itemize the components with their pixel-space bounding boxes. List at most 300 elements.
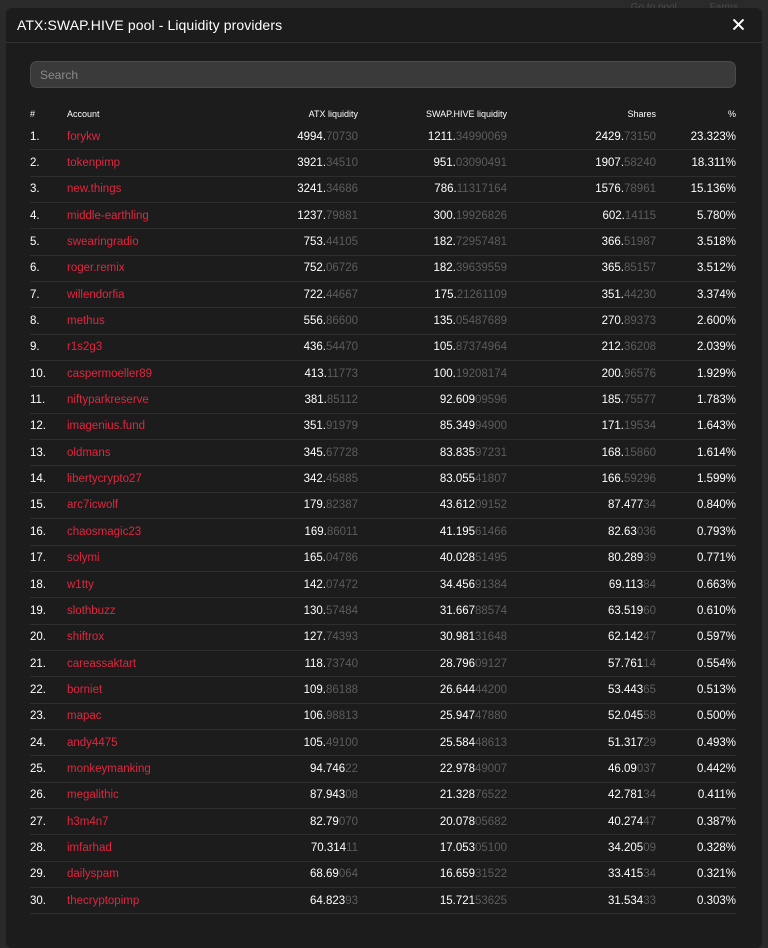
account-link[interactable]: roger.remix	[67, 262, 125, 275]
shares-dec: 09	[643, 841, 656, 854]
swap-liquidity-int: 20.078	[439, 815, 476, 828]
account-link[interactable]: mapac	[67, 710, 102, 723]
shares-cell	[510, 783, 656, 808]
swap-liquidity-dec: 09127	[475, 657, 507, 670]
atx-liquidity-int: 142.	[303, 578, 327, 591]
account-link[interactable]: thecryptopimp	[67, 894, 140, 907]
percent-cell	[658, 203, 736, 228]
swap-liquidity-cell	[360, 809, 507, 834]
atx-liquidity-dec: 45885	[326, 473, 358, 486]
table-row	[30, 519, 736, 545]
percent-cell	[658, 493, 736, 518]
percent-cell	[658, 651, 736, 676]
swap-liquidity-dec: 19208174	[455, 367, 507, 380]
percent-value: 0.793%	[696, 525, 736, 538]
shares-cell	[510, 598, 656, 623]
shares-int: 351.	[601, 288, 625, 301]
account-link[interactable]: swearingradio	[67, 236, 139, 249]
account-link[interactable]: dailyspam	[67, 868, 119, 881]
percent-value: 0.493%	[696, 736, 736, 749]
account-link[interactable]: chaosmagic23	[67, 525, 142, 538]
shares-dec: 34	[643, 868, 656, 881]
atx-liquidity-dec: 79881	[326, 209, 358, 222]
header-swap-liquidity: SWAP.HIVE liquidity	[425, 109, 507, 119]
percent-value: 0.321%	[696, 868, 736, 881]
shares-dec: 14	[643, 657, 656, 670]
swap-liquidity-cell	[360, 361, 507, 386]
table-row	[30, 888, 736, 914]
shares-cell	[510, 677, 656, 702]
table-row	[30, 704, 736, 730]
swap-liquidity-int: 182.	[433, 236, 456, 249]
atx-liquidity-int: 109.	[303, 683, 327, 696]
swap-liquidity-int: 83.055	[439, 473, 476, 486]
header-percent: %	[727, 109, 736, 119]
shares-cell	[510, 651, 656, 676]
shares-dec: 73150	[624, 130, 656, 143]
row-number: 10.	[30, 367, 46, 380]
table-row	[30, 229, 736, 255]
shares-dec: 51987	[624, 236, 656, 249]
atx-liquidity-cell	[210, 651, 358, 676]
row-number: 20.	[30, 631, 46, 644]
percent-value: 2.039%	[696, 341, 736, 354]
account-link[interactable]: w1tty	[67, 578, 94, 591]
shares-dec: 33	[643, 894, 656, 907]
row-number: 14.	[30, 473, 46, 486]
account-link[interactable]: arc7icwolf	[67, 499, 119, 512]
account-link[interactable]: oldmans	[67, 446, 111, 459]
percent-cell	[658, 387, 736, 412]
swap-liquidity-dec: 39639559	[455, 262, 507, 275]
swap-liquidity-dec: 41807	[475, 473, 507, 486]
table-row	[30, 572, 736, 598]
swap-liquidity-cell	[360, 546, 507, 571]
atx-liquidity-dec: 86188	[326, 683, 358, 696]
shares-int: 52.045	[608, 710, 644, 723]
swap-liquidity-int: 28.796	[439, 657, 476, 670]
atx-liquidity-cell	[210, 835, 358, 860]
atx-liquidity-dec: 34510	[326, 157, 358, 170]
account-link[interactable]: r1s2g3	[67, 341, 103, 354]
shares-cell	[510, 756, 656, 781]
percent-cell	[658, 150, 736, 175]
shares-dec: 037	[636, 762, 656, 775]
swap-liquidity-dec: 49007	[475, 762, 507, 775]
shares-cell	[510, 546, 656, 571]
atx-liquidity-dec: 04786	[326, 552, 358, 565]
percent-cell	[658, 598, 736, 623]
swap-liquidity-int: 34.456	[439, 578, 476, 591]
atx-liquidity-dec: 98813	[326, 710, 358, 723]
shares-cell	[510, 229, 656, 254]
swap-liquidity-cell	[360, 203, 507, 228]
table-row	[30, 862, 736, 888]
account-link[interactable]: imagenius.fund	[67, 420, 145, 433]
shares-cell	[510, 177, 656, 202]
account-link[interactable]: tokenpimp	[67, 157, 121, 170]
row-number: 30.	[30, 894, 46, 907]
percent-value: 0.610%	[696, 604, 736, 617]
shares-dec: 14115	[624, 209, 656, 222]
percent-value: 0.771%	[696, 552, 736, 565]
atx-liquidity-int: 381.	[304, 394, 327, 407]
shares-int: 31.534	[608, 894, 644, 907]
shares-dec: 78961	[624, 183, 656, 196]
shares-dec: 65	[643, 683, 656, 696]
shares-int: 602.	[602, 209, 625, 222]
row-number: 6.	[30, 262, 40, 275]
swap-liquidity-cell	[360, 519, 507, 544]
atx-liquidity-cell	[210, 466, 358, 491]
atx-liquidity-dec: 86600	[326, 315, 358, 328]
swap-liquidity-int: 175.	[434, 288, 457, 301]
atx-liquidity-dec: 91979	[326, 420, 358, 433]
shares-cell	[510, 124, 656, 149]
atx-liquidity-dec: 06726	[326, 262, 358, 275]
atx-liquidity-cell	[210, 677, 358, 702]
swap-liquidity-int: 1211.	[427, 130, 456, 143]
table-row	[30, 677, 736, 703]
account-link[interactable]: forykw	[67, 130, 101, 143]
swap-liquidity-int: 786.	[434, 183, 457, 196]
account-link[interactable]: new.things	[67, 183, 122, 196]
header-shares: Shares	[627, 109, 656, 119]
swap-liquidity-int: 951.	[433, 157, 456, 170]
search-input[interactable]	[30, 61, 736, 88]
atx-liquidity-dec: 74393	[326, 631, 358, 644]
atx-liquidity-cell	[210, 756, 358, 781]
shares-int: 82.63	[608, 525, 637, 538]
shares-dec: 85157	[624, 262, 656, 275]
percent-cell	[658, 809, 736, 834]
row-number: 25.	[30, 762, 46, 775]
atx-liquidity-cell	[210, 177, 358, 202]
atx-liquidity-int: 752.	[303, 262, 327, 275]
shares-int: 185.	[601, 394, 625, 407]
atx-liquidity-dec: 54470	[326, 341, 358, 354]
swap-liquidity-cell	[360, 651, 507, 676]
shares-cell	[510, 625, 656, 650]
shares-int: 87.477	[608, 499, 644, 512]
percent-cell	[658, 466, 736, 491]
percent-cell	[658, 704, 736, 729]
swap-liquidity-int: 85.349	[439, 420, 476, 433]
swap-liquidity-int: 100.	[433, 367, 456, 380]
atx-liquidity-dec: 11	[346, 841, 358, 854]
atx-liquidity-int: 94.746	[310, 762, 346, 775]
row-number: 15.	[30, 499, 46, 512]
atx-liquidity-dec: 11773	[326, 367, 358, 380]
atx-liquidity-dec: 82387	[326, 499, 358, 512]
table-row	[30, 783, 736, 809]
shares-int: 63.519	[608, 604, 644, 617]
swap-liquidity-int: 25.947	[439, 710, 476, 723]
percent-value: 1.599%	[696, 473, 736, 486]
atx-liquidity-cell	[210, 150, 358, 175]
shares-dec: 19534	[624, 420, 656, 433]
table-row	[30, 546, 736, 572]
swap-liquidity-dec: 44200	[475, 683, 507, 696]
swap-liquidity-cell	[360, 730, 507, 755]
table-row	[30, 256, 736, 282]
percent-cell	[658, 519, 736, 544]
account-link[interactable]: middle-earthling	[67, 209, 149, 222]
table-row	[30, 493, 736, 519]
atx-liquidity-cell	[210, 598, 358, 623]
atx-liquidity-int: 64.823	[310, 894, 346, 907]
atx-liquidity-int: 1237.	[297, 209, 327, 222]
percent-value: 1.929%	[696, 367, 736, 380]
swap-liquidity-dec: 05100	[475, 841, 507, 854]
percent-value: 0.554%	[696, 657, 736, 670]
table-row	[30, 809, 736, 835]
shares-dec: 47	[643, 631, 656, 644]
row-number: 2.	[30, 157, 40, 170]
atx-liquidity-int: 106.	[303, 710, 327, 723]
account-link[interactable]: caspermoeller89	[67, 367, 153, 380]
swap-liquidity-dec: 76522	[475, 789, 507, 802]
swap-liquidity-int: 135.	[433, 315, 456, 328]
shares-cell	[510, 519, 656, 544]
swap-liquidity-cell	[360, 862, 507, 887]
swap-liquidity-cell	[360, 282, 507, 307]
table-row	[30, 150, 736, 176]
shares-int: 53.443	[608, 683, 644, 696]
shares-int: 1907.	[595, 157, 625, 170]
table-row	[30, 440, 736, 466]
shares-cell	[510, 440, 656, 465]
atx-liquidity-dec: 67728	[326, 446, 358, 459]
swap-liquidity-cell	[360, 150, 507, 175]
shares-dec: 84	[643, 578, 656, 591]
account-link[interactable]: solymi	[67, 552, 100, 565]
row-number: 12.	[30, 420, 46, 433]
swap-liquidity-dec: 05682	[475, 815, 507, 828]
percent-value: 5.780%	[696, 209, 736, 222]
account-link[interactable]: borniet	[67, 683, 103, 696]
atx-liquidity-cell	[210, 335, 358, 360]
atx-liquidity-int: 68.69	[310, 868, 339, 881]
liquidity-providers-modal	[6, 8, 762, 948]
shares-int: 166.	[601, 473, 625, 486]
account-link[interactable]: careassaktart	[67, 657, 137, 670]
swap-liquidity-dec: 97231	[475, 446, 507, 459]
shares-dec: 34	[643, 789, 656, 802]
account-link[interactable]: megalithic	[67, 789, 119, 802]
row-number: 19.	[30, 604, 46, 617]
shares-int: 46.09	[608, 762, 637, 775]
shares-int: 1576.	[595, 183, 625, 196]
atx-liquidity-int: 413.	[304, 367, 327, 380]
percent-value: 1.643%	[696, 420, 736, 433]
swap-liquidity-dec: 88574	[475, 604, 507, 617]
header-atx-liquidity: ATX liquidity	[308, 109, 358, 119]
shares-dec: 34	[643, 499, 656, 512]
atx-liquidity-int: 82.79	[310, 815, 339, 828]
atx-liquidity-cell	[210, 387, 358, 412]
account-link[interactable]: libertycrypto27	[67, 473, 142, 486]
account-link[interactable]: imfarhad	[67, 841, 112, 854]
atx-liquidity-cell	[210, 704, 358, 729]
atx-liquidity-int: 556.	[303, 315, 327, 328]
account-link[interactable]: andy4475	[67, 736, 118, 749]
percent-cell	[658, 888, 736, 913]
percent-cell	[658, 835, 736, 860]
percent-value: 3.518%	[696, 236, 736, 249]
atx-liquidity-int: 105.	[303, 736, 327, 749]
shares-cell	[510, 466, 656, 491]
row-number: 1.	[30, 130, 40, 143]
row-number: 22.	[30, 683, 46, 696]
swap-liquidity-int: 26.644	[439, 683, 476, 696]
swap-liquidity-int: 17.053	[439, 841, 476, 854]
percent-value: 2.600%	[696, 315, 736, 328]
swap-liquidity-dec: 21261109	[456, 288, 507, 301]
shares-dec: 96576	[624, 367, 656, 380]
swap-liquidity-cell	[360, 177, 507, 202]
percent-value: 3.512%	[696, 262, 736, 275]
shares-dec: 44230	[624, 288, 656, 301]
atx-liquidity-dec: 34686	[326, 183, 358, 196]
shares-cell	[510, 308, 656, 333]
atx-liquidity-cell	[210, 229, 358, 254]
percent-cell	[658, 572, 736, 597]
atx-liquidity-cell	[210, 256, 358, 281]
row-number: 3.	[30, 183, 40, 196]
table-row	[30, 177, 736, 203]
shares-cell	[510, 256, 656, 281]
header-account: Account	[67, 109, 100, 119]
shares-cell	[510, 572, 656, 597]
shares-int: 40.274	[608, 815, 644, 828]
percent-cell	[658, 124, 736, 149]
swap-liquidity-dec: 03090491	[455, 157, 507, 170]
atx-liquidity-dec: 73740	[326, 657, 358, 670]
shares-cell	[510, 414, 656, 439]
account-link[interactable]: methus	[67, 315, 105, 328]
atx-liquidity-dec: 93	[345, 894, 358, 907]
account-link[interactable]: slothbuzz	[67, 604, 116, 617]
percent-value: 1.783%	[696, 394, 736, 407]
shares-int: 33.415	[608, 868, 644, 881]
swap-liquidity-int: 41.195	[439, 525, 476, 538]
atx-liquidity-cell	[210, 282, 358, 307]
swap-liquidity-dec: 09596	[475, 394, 507, 407]
table-row	[30, 598, 736, 624]
shares-int: 200.	[601, 367, 625, 380]
atx-liquidity-int: 179.	[303, 499, 327, 512]
close-icon	[733, 19, 744, 30]
shares-int: 270.	[601, 315, 625, 328]
shares-dec: 36208	[624, 341, 656, 354]
atx-liquidity-int: 342.	[303, 473, 327, 486]
swap-liquidity-dec: 19926826	[455, 209, 507, 222]
percent-value: 0.513%	[696, 683, 736, 696]
swap-liquidity-dec: 11317164	[456, 183, 507, 196]
account-link[interactable]: willendorfia	[67, 288, 125, 301]
row-number: 26.	[30, 789, 46, 802]
account-link[interactable]: h3m4n7	[67, 815, 109, 828]
shares-cell	[510, 862, 656, 887]
swap-liquidity-cell	[360, 308, 507, 333]
table-row	[30, 756, 736, 782]
close-button[interactable]	[728, 14, 748, 34]
atx-liquidity-cell	[210, 414, 358, 439]
account-link[interactable]: monkeymanking	[67, 762, 151, 775]
row-number: 11.	[30, 394, 46, 407]
account-link[interactable]: shiftrox	[67, 631, 105, 644]
swap-liquidity-cell	[360, 124, 507, 149]
atx-liquidity-cell	[210, 440, 358, 465]
swap-liquidity-int: 83.835	[439, 446, 476, 459]
shares-cell	[510, 888, 656, 913]
shares-cell	[510, 335, 656, 360]
atx-liquidity-dec: 07472	[326, 578, 358, 591]
percent-value: 0.663%	[696, 578, 736, 591]
shares-int: 34.205	[608, 841, 644, 854]
swap-liquidity-cell	[360, 835, 507, 860]
swap-liquidity-int: 182.	[433, 262, 456, 275]
percent-value: 0.411%	[697, 789, 736, 802]
swap-liquidity-cell	[360, 704, 507, 729]
swap-liquidity-cell	[360, 572, 507, 597]
atx-liquidity-dec: 44105	[326, 236, 358, 249]
atx-liquidity-int: 351.	[303, 420, 327, 433]
row-number: 28.	[30, 841, 46, 854]
atx-liquidity-int: 3241.	[297, 183, 327, 196]
swap-liquidity-int: 43.612	[439, 499, 476, 512]
row-number: 7.	[30, 288, 40, 301]
row-number: 27.	[30, 815, 46, 828]
modal-header	[6, 8, 762, 43]
atx-liquidity-cell	[210, 493, 358, 518]
percent-value: 15.136%	[690, 183, 736, 196]
percent-cell	[658, 177, 736, 202]
swap-liquidity-cell	[360, 756, 507, 781]
shares-dec: 75577	[624, 394, 656, 407]
row-number: 18.	[30, 578, 46, 591]
row-number: 21.	[30, 657, 46, 670]
shares-cell	[510, 150, 656, 175]
shares-dec: 15860	[624, 446, 656, 459]
percent-cell	[658, 625, 736, 650]
shares-dec: 89373	[624, 315, 656, 328]
atx-liquidity-cell	[210, 572, 358, 597]
atx-liquidity-int: 165.	[303, 552, 327, 565]
row-number: 29.	[30, 868, 46, 881]
account-link[interactable]: niftyparkreserve	[67, 394, 149, 407]
shares-dec: 59296	[624, 473, 656, 486]
atx-liquidity-int: 118.	[304, 657, 327, 670]
shares-cell	[510, 835, 656, 860]
row-number: 16.	[30, 525, 46, 538]
shares-int: 69.113	[608, 578, 644, 591]
swap-liquidity-int: 30.981	[439, 631, 476, 644]
percent-cell	[658, 335, 736, 360]
shares-int: 365.	[601, 262, 625, 275]
search-container	[30, 61, 736, 88]
atx-liquidity-dec: 70730	[326, 130, 358, 143]
swap-liquidity-int: 105.	[433, 341, 456, 354]
shares-dec: 47	[643, 815, 656, 828]
atx-liquidity-dec: 070	[338, 815, 358, 828]
percent-cell	[658, 414, 736, 439]
shares-int: 51.317	[608, 736, 644, 749]
atx-liquidity-dec: 57484	[326, 604, 358, 617]
percent-value: 0.303%	[696, 894, 736, 907]
shares-int: 212.	[601, 341, 625, 354]
